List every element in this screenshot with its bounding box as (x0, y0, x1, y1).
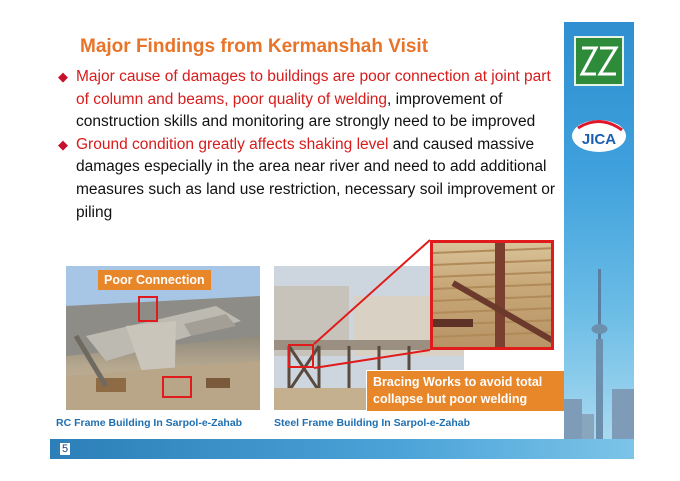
welding-closeup-inset (430, 240, 554, 350)
bracing-works-label: Bracing Works to avoid total collapse but poor welding (366, 370, 596, 412)
bullet-text: , improvement of construction skills and monitoring are strongly need to be improved (76, 90, 536, 131)
slide (50, 22, 634, 459)
poor-connection-label: Poor Connection (98, 270, 211, 290)
welding-closeup-illustration (433, 243, 554, 350)
diamond-bullet-icon: ◆ (58, 136, 68, 152)
slide-title: Major Findings from Kermanshah Visit (80, 36, 429, 57)
bullet-highlight: Major cause of damages to buildings are poor connection at joint part of column and beams, poor quality of welding (76, 68, 551, 108)
diamond-bullet-icon: ◆ (58, 69, 68, 84)
rc-frame-caption: RC Frame Building In Sarpol-e-Zahab (56, 417, 243, 429)
bullet-text: and caused massive damages especially in the area near river and need to add additional measures such as land use restriction, necessary soil improvement or piling (76, 135, 555, 221)
city-skyline-icon (564, 249, 634, 439)
steel-frame-caption: Steel Frame Building In Sarpol-e-Zahab (274, 417, 471, 429)
jica-logo (570, 118, 628, 154)
page-number: 5 (62, 443, 69, 455)
footer-bar (50, 439, 634, 459)
bullet-highlight: Ground condition greatly affects shaking level (76, 135, 389, 153)
jica-logo-text: JICA (581, 131, 617, 148)
zz-logo-icon (574, 36, 624, 86)
side-panel (564, 22, 634, 439)
